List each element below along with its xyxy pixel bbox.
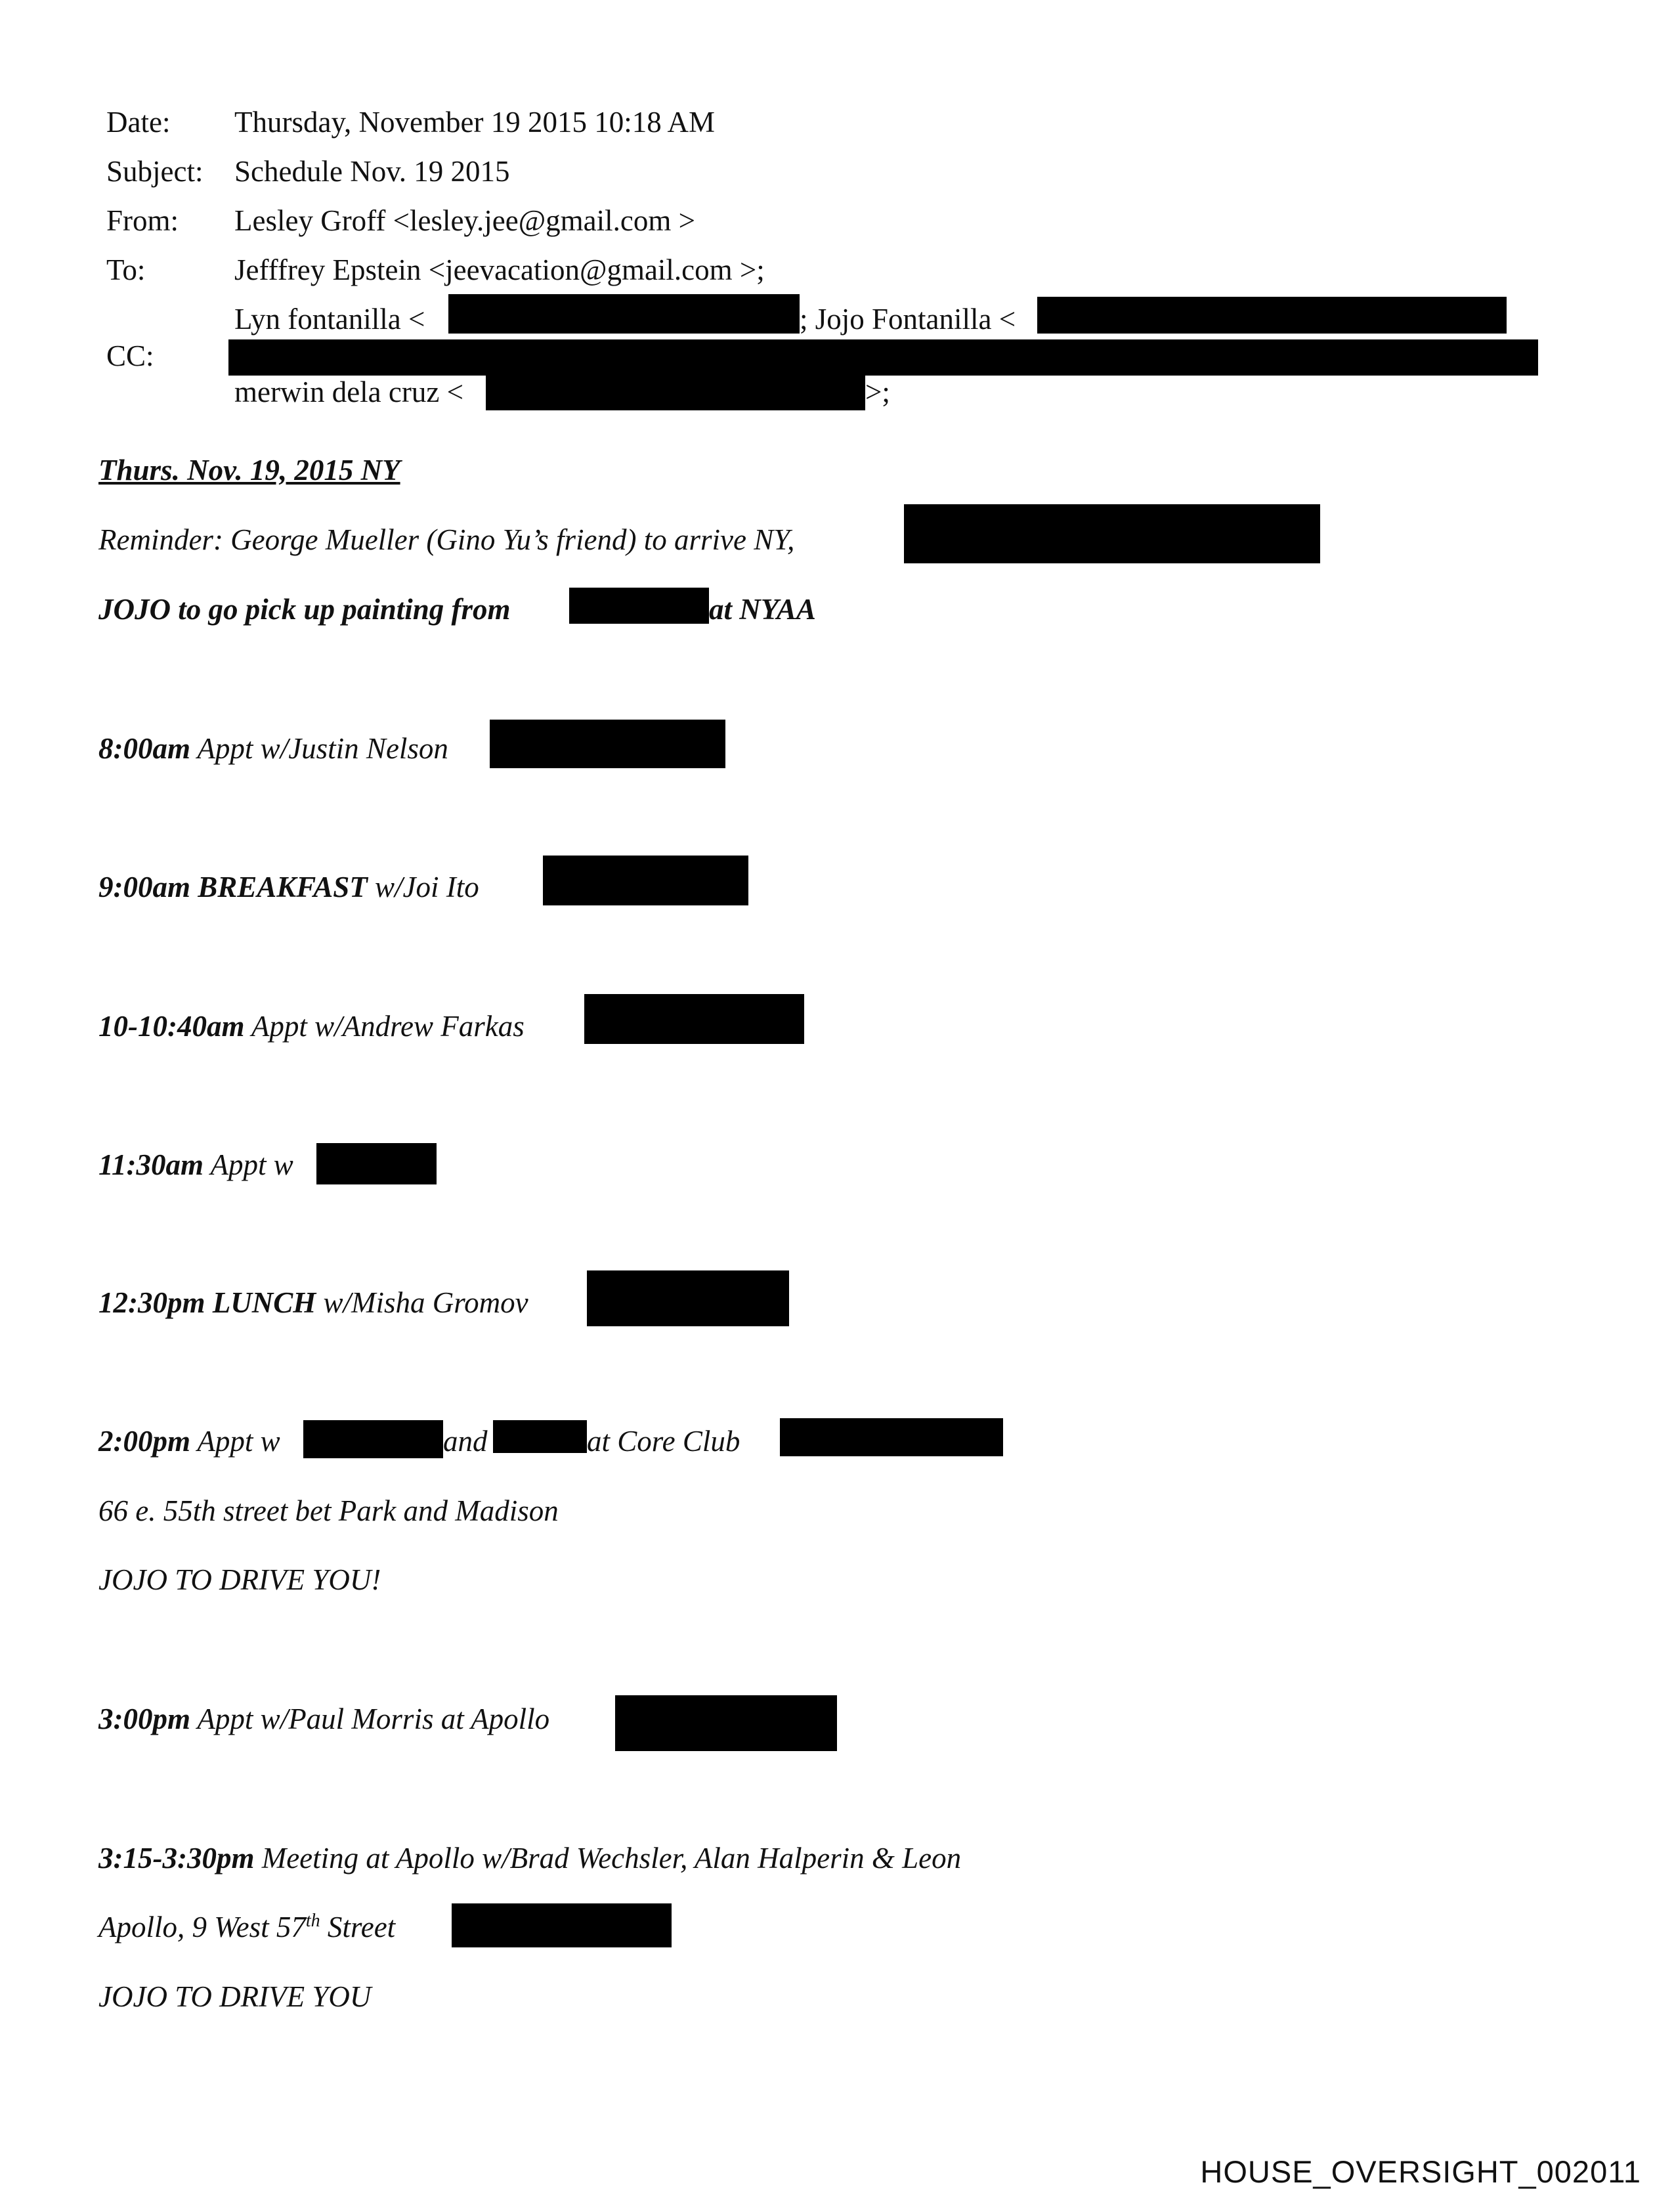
entry-time: 2:00pm: [98, 1425, 190, 1458]
entry-text: and: [443, 1425, 488, 1458]
cc-line3-b: >;: [865, 376, 890, 408]
entry-time: 10-10:40am: [98, 1010, 245, 1043]
redaction-box: [452, 1903, 672, 1947]
cc-line3-a: merwin dela cruz <: [234, 376, 463, 408]
date-value: Thursday, November 19 2015 10:18 AM: [234, 106, 715, 139]
redaction-box: [486, 374, 865, 410]
from-value: Lesley Groff <lesley.jee@gmail.com >: [234, 204, 695, 237]
entry-text: Appt w: [190, 1425, 280, 1458]
redaction-box: [228, 339, 1538, 376]
bates-number: HOUSE_OVERSIGHT_002011: [1200, 2154, 1641, 2189]
entry-note: JOJO TO DRIVE YOU!: [98, 1563, 381, 1596]
entry-text: Appt w/Paul Morris at Apollo: [190, 1702, 550, 1735]
redaction-box: [493, 1420, 587, 1453]
entry-time: 11:30am: [98, 1148, 204, 1181]
jojo-pickup-a: JOJO to go pick up painting from: [98, 593, 511, 626]
redaction-box: [584, 994, 804, 1044]
redaction-box: [569, 588, 709, 624]
reminder-line: Reminder: George Mueller (Gino Yu’s friend) to arrive NY,: [98, 523, 795, 556]
redaction-box: [316, 1143, 437, 1184]
redaction-box: [904, 504, 1320, 563]
subject-label: Subject:: [106, 155, 204, 188]
entry-address: 66 e. 55th street bet Park and Madison: [98, 1494, 559, 1527]
redaction-box: [490, 720, 725, 768]
schedule-heading: Thurs. Nov. 19, 2015 NY: [98, 454, 400, 487]
cc-line1-b: ; Jojo Fontanilla <: [800, 303, 1016, 336]
entry-time: 8:00am: [98, 732, 190, 765]
entry-text: Appt w: [204, 1148, 293, 1181]
entry-time: 12:30pm LUNCH: [98, 1286, 316, 1319]
redaction-box: [587, 1270, 789, 1326]
cc-label: CC:: [106, 339, 154, 372]
entry-text: Appt w/Justin Nelson: [190, 732, 448, 765]
redaction-box: [780, 1418, 1003, 1456]
redaction-box: [615, 1695, 837, 1751]
entry-text: w/Joi Ito: [367, 871, 479, 903]
subject-value: Schedule Nov. 19 2015: [234, 155, 510, 188]
date-label: Date:: [106, 106, 171, 139]
to-value: Jefffrey Epstein <jeevacation@gmail.com >;: [234, 253, 765, 286]
entry-note: JOJO TO DRIVE YOU: [98, 1980, 372, 2013]
entry-text: w/Misha Gromov: [316, 1286, 528, 1319]
entry-time: 3:00pm: [98, 1702, 190, 1735]
entry-text: at Core Club: [587, 1425, 740, 1458]
redaction-box: [303, 1420, 443, 1458]
entry-text: Meeting at Apollo w/Brad Wechsler, Alan Halperin & Leon: [254, 1842, 962, 1875]
redaction-box: [543, 856, 748, 905]
entry-address: Apollo, 9 West 57th Street: [98, 1911, 396, 1943]
entry-time: 3:15-3:30pm: [98, 1842, 255, 1875]
to-label: To:: [106, 253, 146, 286]
jojo-pickup-b: at NYAA: [709, 593, 816, 626]
entry-time: 9:00am BREAKFAST: [98, 871, 368, 903]
cc-line1-a: Lyn fontanilla <: [234, 303, 425, 336]
redaction-box: [1037, 297, 1507, 334]
entry-text: Appt w/Andrew Farkas: [244, 1010, 525, 1043]
from-label: From:: [106, 204, 179, 237]
redaction-box: [448, 294, 800, 334]
